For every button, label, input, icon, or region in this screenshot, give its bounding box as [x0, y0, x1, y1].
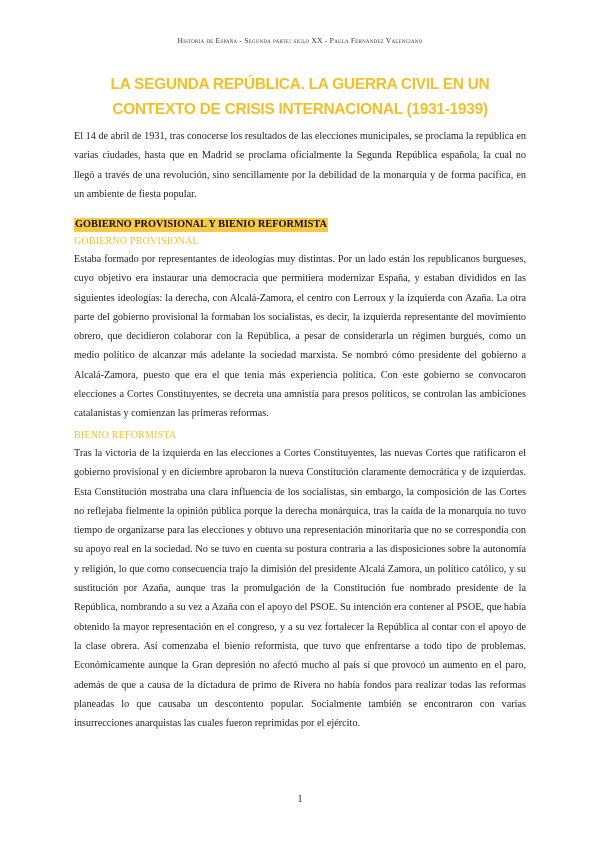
section-heading: GOBIERNO PROVISIONAL Y BIENIO REFORMISTA [75, 219, 327, 230]
running-header: Historia de España - Segunda parte: siglo XX - Paula Fernández Valenciano [177, 36, 423, 45]
page-title: LA SEGUNDA REPÚBLICA. LA GUERRA CIVIL EN UN CONTEXTO DE CRISIS INTERNACIONAL (1931-1939) [110, 76, 490, 118]
page-number: 1 [297, 794, 303, 805]
intro-paragraph: El 14 de abril de 1931, tras conocerse los resultados de las elecciones municipales, se proclama la república en varias ciudades, hasta que en Madrid se proclama oficialmente la Segunda República española, la cual no llegó a través de una revolución, sino sencillamente por la debilidad de la monarquía y de forma pacífica, en un ambiente de fiesta popular. [74, 131, 526, 201]
subheading-gobierno-provisional: GOBIERNO PROVISIONAL [74, 236, 199, 247]
paragraph-gobierno-provisional: Estaba formado por representantes de ideologías muy distintas. Por un lado están los republicanos burgueses, cuyo objetivo era instaurar una democracia que permitiera modernizar España, y estaban divididos en las siguientes ideologías: la derecha, con Alcalá-Zamora, el centro con Lerroux y la izquierda con Azaña. La otra parte del gobierno provisional la formaban los socialistas, es decir, la izquierda representante del movimiento obrero, que decidieron colaborar con la República, a pesar de considerarla un régimen burgués, como un medio político de alcanzar más adelante la sociedad marxista. Se nombró cómo presidente del gobierno a Alcalá-Zamora, puesto que era el que tenía más experiencia política. Con este gobierno se convocaron elecciones a Cortes Constituyentes, se decreta una amnistía para presos políticos, se controlan las ambiciones catalanistas y comienzan las primeras reformas. [74, 254, 526, 420]
paragraph-bienio-reformista: Tras la victoria de la izquierda en las elecciones a Cortes Constituyentes, las nuevas Cortes que ratificaron el gobierno provisional y en diciembre aprobaron la nueva Constitución claramente democrática y de izquierdas. Esta Constitución mostraba una clara influencia de los socialistas, sin embargo, la composición de las Cortes no reflejaba fielmente la opinión pública porque la derecha monárquica, tras la caída de la monarquía no tuvo tiempo de organizarse para las elecciones y obtuvo una representación minoritaria que no se correspondía con su apoyo real en la sociedad. No se tuvo en cuenta su postura contraria a las disposiciones sobre la autonomía y religión, lo que como consecuencia trajo la dimisión del presidente Alcalá Zamora, un político católico, y su sustitución por Azaña, aunque tras la promulgación de la Constitución fue nombrado presidente de la República, nombrando a su vez a Azaña con el apoyo del PSOE. Su intención era contener al PSOE, que había obtenido la mayor representación en el congreso, y a su vez fortalecer la República al contar con el apoyo de la clase obrera. Así comenzaba el bienio reformista, que tuvo que enfrentarse a todo tipo de problemas. Económicamente aunque la Gran depresión no afectó mucho al país sí que provocó un aumento en el paro, además de que a causa de la dictadura de primo de Rivera no había fondos para realizar todas las reformas planeadas lo que causaba un descontento popular. Socialmente también se encontraron con varias insurrecciones anarquistas las cuales fueron reprimidas por el ejército. [74, 448, 526, 730]
subheading-bienio-reformista: BIENIO REFORMISTA [74, 430, 177, 441]
